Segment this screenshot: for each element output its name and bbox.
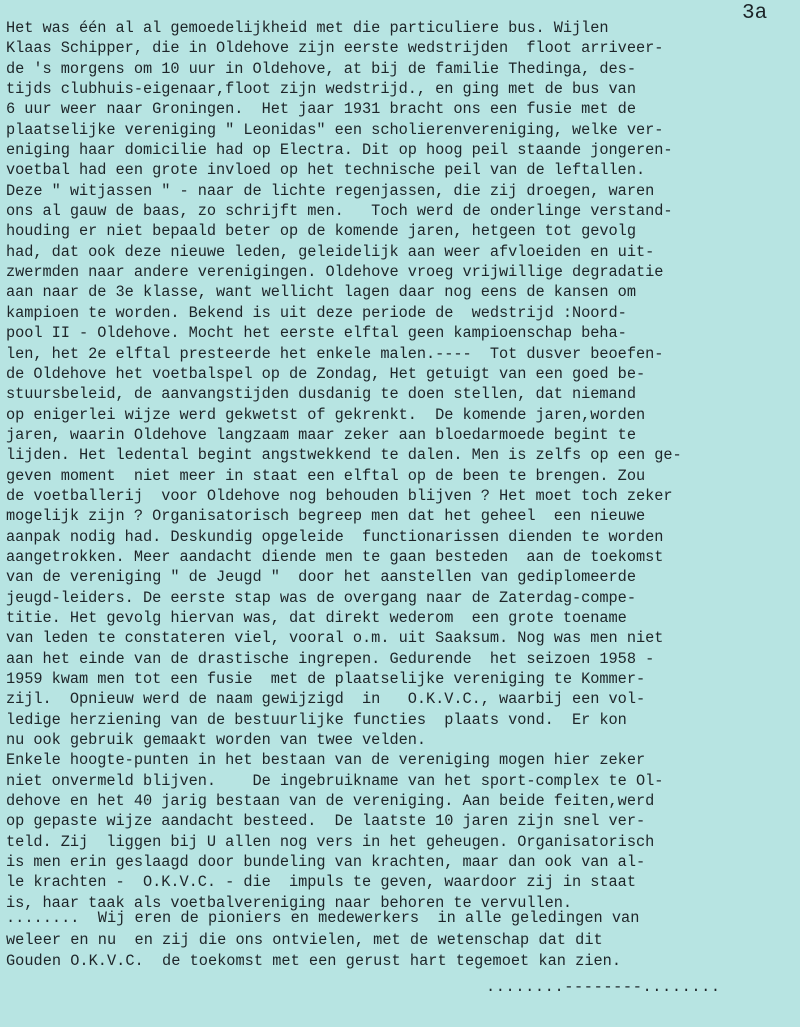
text-line: len, het 2e elftal presteerde het enkele malen.---- Tot dusver beoefen- [6, 344, 664, 363]
end-mark: ........--------........ [486, 978, 721, 996]
text-line: teld. Zij liggen bij U allen nog vers in het geheugen. Organisatorisch [6, 832, 655, 851]
text-line: mogelijk zijn ? Organisatorisch begreep men dat het geheel een nieuwe [6, 507, 646, 526]
text-line: de 's morgens om 10 uur in Oldehove, at bij de familie Thedinga, des- [6, 59, 636, 78]
text-line: kampioen te worden. Bekend is uit deze periode de wedstrijd :Noord- [6, 303, 627, 322]
text-line: Klaas Schipper, die in Oldehove zijn eerste wedstrijden floot arriveer- [6, 39, 664, 58]
text-line: op gepaste wijze aandacht besteed. De laatste 10 jaren zijn snel ver- [6, 812, 646, 831]
text-line: zijl. Opnieuw werd de naam gewijzigd in O.K.V.C., waarbij een vol- [6, 690, 646, 709]
text-line: aan naar de 3e klasse, want wellicht lagen daar nog eens de kansen om [6, 283, 636, 302]
text-line: 1959 kwam men tot een fusie met de plaatselijke vereniging te Kommer- [6, 670, 646, 688]
text-line: aanpak nodig had. Deskundig opgeleide functionarissen dienden te worden [6, 527, 664, 546]
text-line: ledige herziening van de bestuurlijke functies plaats vond. Er kon [6, 710, 627, 729]
text-line: niet onvermeld blijven. De ingebruikname van het sport-complex te Ol- [6, 771, 664, 790]
text-line: lijden. Het ledental begint angstwekkend te dalen. Men is zelfs op een ge- [6, 446, 682, 465]
text-line: zwermden naar andere verenigingen. Oldehove vroeg vrijwillige degradatie [6, 263, 664, 282]
text-line: van de vereniging " de Jeugd " door het aanstellen van gediplomeerde [6, 568, 636, 587]
text-line: houding er niet bepaald beter op de komende jaren, hetgeen tot gevolg [6, 222, 636, 241]
text-line: op enigerlei wijze werd gekwetst of gekrenkt. De komende jaren,worden [6, 405, 646, 424]
text-line: geven moment niet meer in staat een elftal op de been te brengen. Zou [6, 466, 646, 485]
text-line: pool II - Oldehove. Mocht het eerste elftal geen kampioenschap beha- [6, 324, 627, 343]
text-line: had, dat ook deze nieuwe leden, geleidelijk aan weer afvloeiden en uit- [6, 242, 655, 261]
text-line: dehove en het 40 jarig bestaan van de vereniging. Aan beide feiten,werd [6, 792, 655, 811]
closing-line: ........ Wij eren de pioniers en medewerkers in alle geledingen van [6, 909, 640, 927]
text-line: tijds clubhuis-eigenaar,floot zijn wedstrijd., en ging met de bus van [6, 80, 636, 99]
text-line: is men erin geslaagd door bundeling van krachten, maar dan ook van al- [6, 853, 646, 872]
text-line: nu ook gebruik gemaakt worden van twee velden. [6, 731, 426, 750]
text-line: de Oldehove het voetbalspel op de Zondag, Het getuigt van een goed be- [6, 364, 646, 383]
text-line: Het was één al al gemoedelijkheid met die particuliere bus. Wijlen [6, 19, 609, 37]
body-text [6, 18, 800, 913]
text-line: stuursbeleid, de aanvangstijden dusdanig te doen stellen, dat niemand [6, 385, 636, 404]
text-line: is, haar taak als voetbalvereniging naar behoren te vervullen. [6, 893, 573, 912]
text-line: aangetrokken. Meer aandacht diende men te gaan besteden aan de toekomst [6, 547, 664, 566]
text-line: titie. Het gevolg hiervan was, dat direkt wederom een grote toename [6, 608, 627, 627]
text-line: jaren, waarin Oldehove langzaam maar zeker aan bloedarmoede begint te [6, 425, 636, 444]
text-line: voetbal had een grote invloed op het technische peil van de leftallen. [6, 161, 646, 180]
text-line: ons al gauw de baas, zo schrijft men. Toch werd de onderlinge verstand- [6, 202, 673, 221]
closing-paragraph [6, 908, 800, 973]
text-line: de voetballerij voor Oldehove nog behouden blijven ? Het moet toch zeker [6, 486, 673, 505]
text-line: eniging haar domicilie had op Electra. Dit op hoog peil staande jongeren- [6, 141, 673, 160]
closing-line: weleer en nu en zij die ons ontvielen, met de wetenschap dat dit [6, 930, 603, 949]
text-line: 6 uur weer naar Groningen. Het jaar 1931 bracht ons een fusie met de [6, 100, 636, 119]
text-line: van leden te constateren viel, vooral o.m. uit Saaksum. Nog was men niet [6, 629, 664, 648]
text-line: le krachten - O.K.V.C. - die impuls te geven, waardoor zij in staat [6, 873, 636, 892]
text-line: jeugd-leiders. De eerste stap was de overgang naar de Zaterdag-compe- [6, 588, 636, 607]
text-line: plaatselijke vereniging " Leonidas" een scholierenvereniging, welke ver- [6, 120, 664, 139]
paragraph [6, 750, 800, 913]
text-line: Deze " witjassen " - naar de lichte regenjassen, die zij droegen, waren [6, 181, 655, 200]
page-number: 3a [742, 2, 768, 25]
text-line: aan het einde van de drastische ingrepen. Gedurende het seizoen 1958 - [6, 649, 655, 668]
text-line: Enkele hoogte-punten in het bestaan van de vereniging mogen hier zeker [6, 751, 646, 770]
paragraph [6, 18, 800, 750]
closing-line: Gouden O.K.V.C. de toekomst met een gerust hart tegemoet kan zien. [6, 952, 622, 970]
